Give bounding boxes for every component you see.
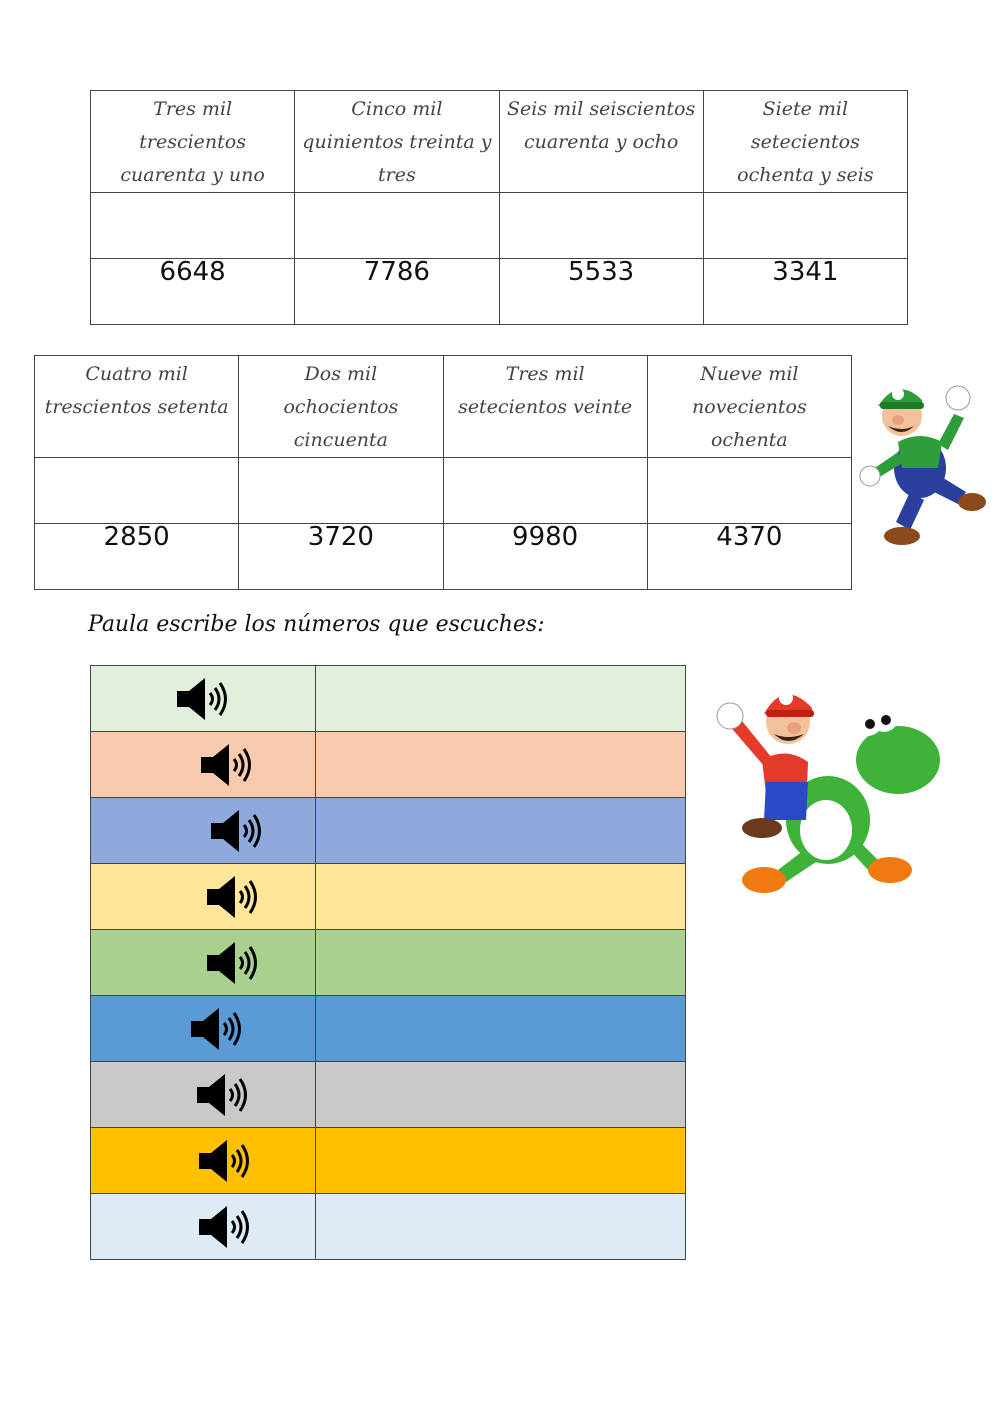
answer-input-cell[interactable] bbox=[316, 1062, 686, 1128]
answer-drop-cell[interactable] bbox=[239, 458, 443, 524]
listening-row bbox=[91, 798, 686, 864]
number-word-cell: Tres mil trescientos cuarenta y uno bbox=[91, 91, 295, 193]
answer-input-cell[interactable] bbox=[316, 864, 686, 930]
answer-input-cell[interactable] bbox=[316, 1128, 686, 1194]
speaker-cell bbox=[91, 1194, 316, 1260]
number-word-cell: Dos mil ochocientos cincuenta bbox=[239, 356, 443, 458]
draggable-number[interactable]: 6648 bbox=[91, 259, 295, 325]
answer-drop-cell[interactable] bbox=[443, 458, 647, 524]
number-words-table-2 bbox=[34, 355, 852, 590]
answer-drop-cell[interactable] bbox=[295, 193, 499, 259]
listening-row bbox=[91, 1062, 686, 1128]
answer-input-cell[interactable] bbox=[316, 732, 686, 798]
number-word-cell: Cuatro mil trescientos setenta bbox=[35, 356, 239, 458]
answer-drop-cell[interactable] bbox=[499, 193, 703, 259]
answer-input-cell[interactable] bbox=[316, 666, 686, 732]
number-word-cell: Tres mil setecientos veinte bbox=[443, 356, 647, 458]
answer-input-cell[interactable] bbox=[316, 1194, 686, 1260]
listening-row bbox=[91, 666, 686, 732]
speaker-cell bbox=[91, 1128, 316, 1194]
answer-input-cell[interactable] bbox=[316, 798, 686, 864]
instruction-text: Paula escribe los números que escuches: bbox=[88, 612, 545, 637]
listening-row bbox=[91, 732, 686, 798]
number-word-cell: Nueve mil novecientos ochenta bbox=[647, 356, 851, 458]
answer-drop-cell[interactable] bbox=[35, 458, 239, 524]
listening-table bbox=[90, 665, 686, 1260]
answer-input-cell[interactable] bbox=[316, 996, 686, 1062]
listening-row bbox=[91, 930, 686, 996]
number-word-cell: Cinco mil quinientos treinta y tres bbox=[295, 91, 499, 193]
draggable-number[interactable]: 3341 bbox=[703, 259, 907, 325]
answer-drop-cell[interactable] bbox=[91, 193, 295, 259]
draggable-number[interactable]: 2850 bbox=[35, 524, 239, 590]
number-word-cell: Siete mil setecientos ochenta y seis bbox=[703, 91, 907, 193]
speaker-cell bbox=[91, 930, 316, 996]
number-word-cell: Seis mil seiscientos cuarenta y ocho bbox=[499, 91, 703, 193]
answer-drop-cell[interactable] bbox=[647, 458, 851, 524]
listening-row bbox=[91, 1194, 686, 1260]
speaker-icon[interactable] bbox=[189, 1006, 247, 1052]
speaker-icon[interactable] bbox=[195, 1072, 253, 1118]
draggable-number[interactable]: 9980 bbox=[443, 524, 647, 590]
answer-input-cell[interactable] bbox=[316, 930, 686, 996]
listening-row bbox=[91, 1128, 686, 1194]
speaker-cell bbox=[91, 732, 316, 798]
speaker-icon[interactable] bbox=[199, 742, 257, 788]
speaker-cell bbox=[91, 1062, 316, 1128]
speaker-icon[interactable] bbox=[197, 1138, 255, 1184]
speaker-icon[interactable] bbox=[205, 940, 263, 986]
draggable-number[interactable]: 4370 bbox=[647, 524, 851, 590]
speaker-icon[interactable] bbox=[175, 676, 233, 722]
speaker-icon[interactable] bbox=[205, 874, 263, 920]
speaker-cell bbox=[91, 666, 316, 732]
number-words-table-1 bbox=[90, 90, 908, 325]
listening-row bbox=[91, 996, 686, 1062]
speaker-cell bbox=[91, 864, 316, 930]
speaker-cell bbox=[91, 798, 316, 864]
draggable-number[interactable]: 3720 bbox=[239, 524, 443, 590]
speaker-cell bbox=[91, 996, 316, 1062]
draggable-number[interactable]: 7786 bbox=[295, 259, 499, 325]
listening-row bbox=[91, 864, 686, 930]
speaker-icon[interactable] bbox=[197, 1204, 255, 1250]
draggable-number[interactable]: 5533 bbox=[499, 259, 703, 325]
speaker-icon[interactable] bbox=[209, 808, 267, 854]
luigi-jumping-illustration bbox=[858, 372, 988, 550]
mario-riding-yoshi-illustration bbox=[708, 670, 944, 906]
answer-drop-cell[interactable] bbox=[703, 193, 907, 259]
